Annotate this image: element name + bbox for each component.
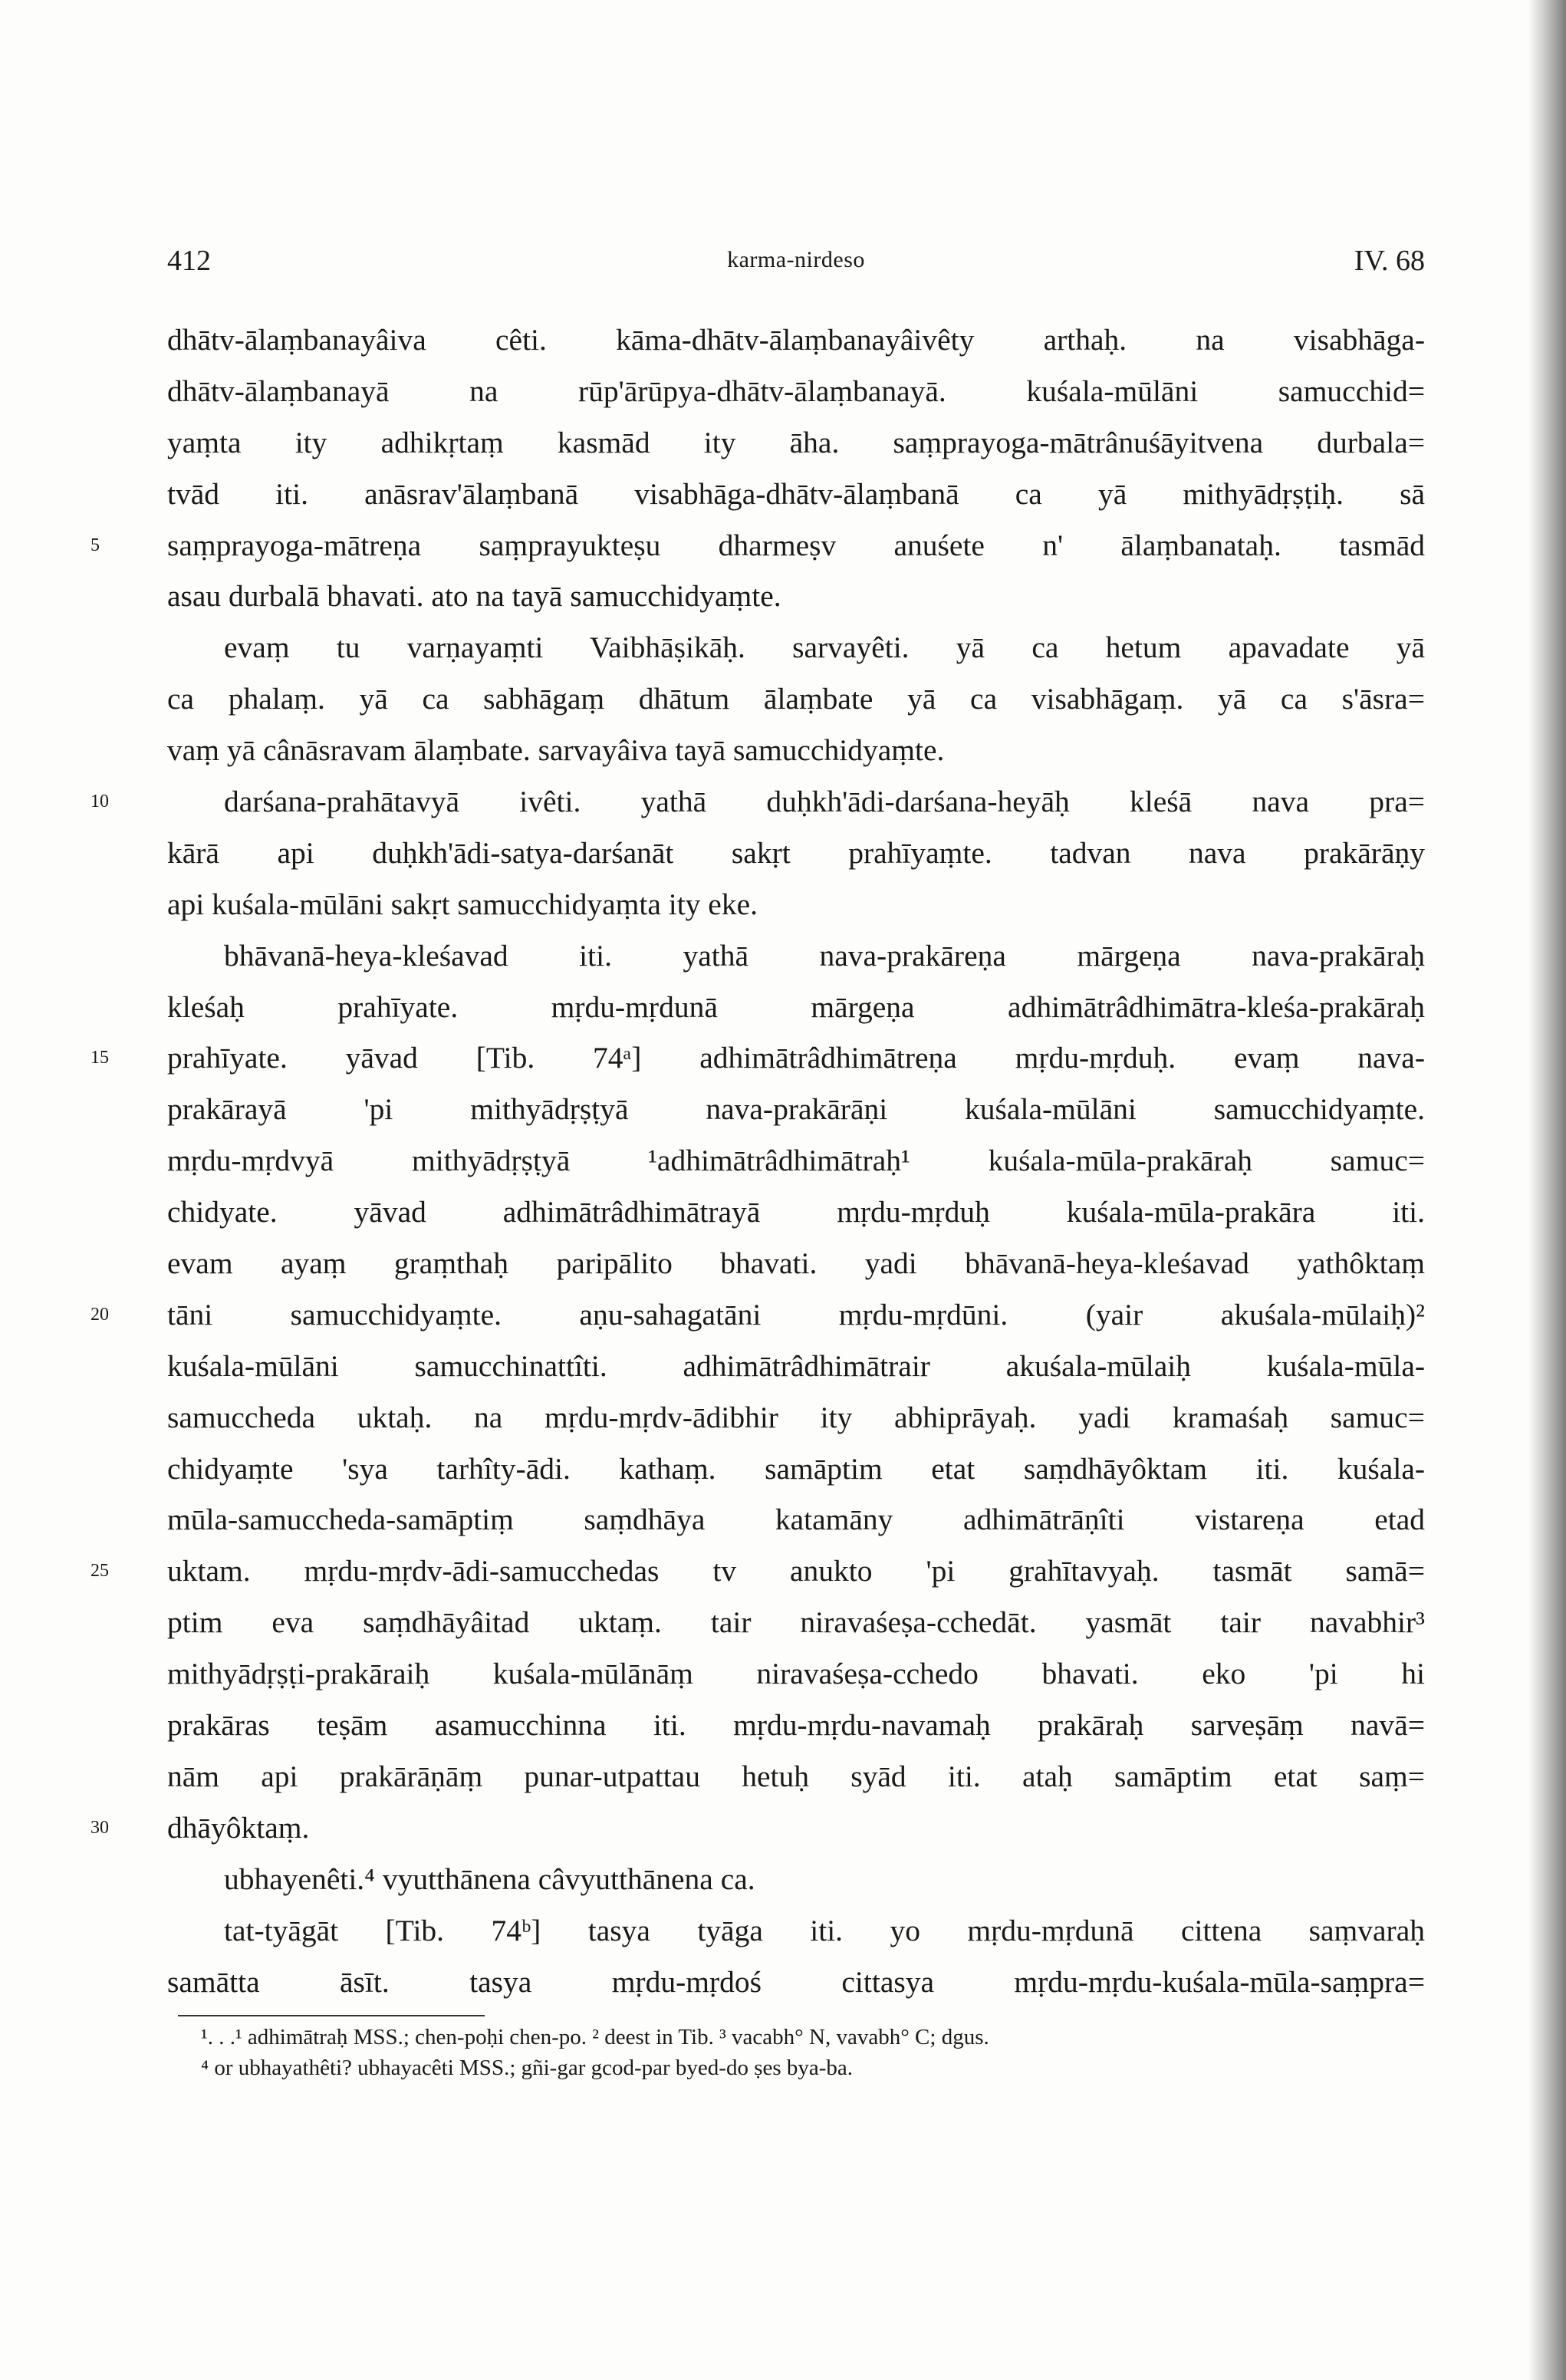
- text-line: [167, 1494, 1425, 1546]
- text-line: [167, 1341, 1425, 1392]
- text-line: [167, 1700, 1425, 1751]
- text-line: [167, 1443, 1425, 1495]
- page-number: 412: [167, 245, 211, 277]
- line-text: vaṃ yā cânāsravam ālaṃbate. sarvayâiva tayā samucchidyaṃte.: [167, 733, 945, 768]
- line-text: saṃprayoga-mātreṇa saṃprayukteṣu dharmeṣv anuśete n' ālaṃbanataḥ. tasmād: [167, 528, 1425, 562]
- line-text: mithyādṛṣṭi-prakāraiḥ kuśala-mūlānāṃ niravaśeṣa-cchedo bhavati. eko 'pi hi: [167, 1657, 1425, 1691]
- text-line: [90, 1289, 1425, 1341]
- text-line: [167, 725, 1425, 776]
- text-line: [90, 1546, 1425, 1597]
- line-text: asau durbalā bhavati. ato na tayā samucchidyaṃte.: [167, 579, 781, 614]
- scan-edge-shadow: [1528, 0, 1566, 2380]
- text-line: [167, 1597, 1425, 1648]
- line-text: samuccheda uktaḥ. na mṛdu-mṛdv-ādibhir ity abhiprāyaḥ. yadi kramaśaḥ samuc=: [167, 1400, 1425, 1434]
- line-text: bhāvanā-heya-kleśavad iti. yathā nava-prakāreṇa mārgeṇa nava-prakāraḥ: [224, 938, 1425, 973]
- section-reference: IV. 68: [1354, 245, 1425, 277]
- line-text: prahīyate. yāvad [Tib. 74ᵃ] adhimātrâdhimātreṇa mṛdu-mṛduḥ. evaṃ nava-: [167, 1041, 1425, 1075]
- text-line: [167, 1187, 1425, 1238]
- text-line: [90, 1032, 1425, 1084]
- text-line: [167, 622, 1425, 673]
- main-text: [90, 314, 1425, 2007]
- line-number: 15: [90, 1048, 109, 1068]
- text-line: [167, 930, 1425, 982]
- text-line: [167, 571, 1425, 622]
- text-line: [167, 1648, 1425, 1700]
- line-text: ptim eva saṃdhāyâitad uktaṃ. tair niravaśeṣa-cchedāt. yasmāt tair navabhir³: [167, 1605, 1425, 1640]
- text-line: [167, 1905, 1425, 1957]
- line-text: tāni samucchidyaṃte. aṇu-sahagatāni mṛdu-mṛdūni. (yair akuśala-mūlaiḥ)²: [167, 1297, 1425, 1332]
- text-line: [167, 828, 1425, 879]
- line-text: nām api prakārāṇāṃ punar-utpattau hetuḥ syād iti. ataḥ samāptim etat saṃ=: [167, 1759, 1425, 1793]
- footnote-rule: [178, 2015, 485, 2016]
- line-text: chidyate. yāvad adhimātrâdhimātrayā mṛdu-mṛduḥ kuśala-mūla-prakāra iti.: [167, 1195, 1425, 1230]
- line-text: dhātv-ālaṃbanayā na rūp'ārūpya-dhātv-ālaṃbanayā. kuśala-mūlāni samucchid=: [167, 374, 1425, 408]
- line-text: evam ayaṃ graṃthaḥ paripālito bhavati. yadi bhāvanā-heya-kleśavad yathôktaṃ: [167, 1246, 1425, 1281]
- text-line: [167, 366, 1425, 417]
- line-text: darśana-prahātavyā ivêti. yathā duḥkh'ādi-darśana-heyāḥ kleśā nava pra=: [224, 785, 1425, 819]
- text-line: [167, 673, 1425, 725]
- line-text: ubhayenêti.⁴ vyutthānena câvyutthānena ca.: [224, 1862, 755, 1896]
- line-text: kleśaḥ prahīyate. mṛdu-mṛdunā mārgeṇa adhimātrâdhimātra-kleśa-prakāraḥ: [167, 989, 1425, 1024]
- line-text: samātta āsīt. tasya mṛdu-mṛdoś cittasya mṛdu-mṛdu-kuśala-mūla-saṃpra=: [167, 1964, 1425, 1999]
- line-text: tat-tyāgāt [Tib. 74ᵇ] tasya tyāga iti. yo mṛdu-mṛdunā cittena saṃvaraḥ: [224, 1913, 1425, 1947]
- line-text: tvād iti. anāsrav'ālaṃbanā visabhāga-dhātv-ālaṃbanā ca yā mithyādṛṣṭiḥ. sā: [167, 476, 1425, 511]
- text-line: [167, 1392, 1425, 1443]
- line-number: 20: [90, 1304, 109, 1325]
- line-text: dhātv-ālaṃbanayâiva cêti. kāma-dhātv-ālaṃbanayâivêty arthaḥ. na visabhāga-: [167, 323, 1425, 357]
- line-text: uktam. mṛdu-mṛdv-ādi-samucchedas tv anukto 'pi grahītavyaḥ. tasmāt samā=: [167, 1554, 1425, 1588]
- line-text: kuśala-mūlāni samucchinattîti. adhimātrâdhimātrair akuśala-mūlaiḥ kuśala-mūla-: [167, 1348, 1425, 1383]
- line-text: ca phalaṃ. yā ca sabhāgaṃ dhātum ālaṃbate yā ca visabhāgaṃ. yā ca s'āsra=: [167, 682, 1425, 716]
- text-line: [167, 314, 1425, 366]
- footnote-line: ⁴ or ubhayathêti? ubhayacêti MSS.; gñi-gar gcod-par byed-do ṣes bya-ba.: [201, 2056, 854, 2080]
- line-text: prakārayā 'pi mithyādṛṣṭyā nava-prakārāṇi kuśala-mūlāni samucchidyaṃte.: [167, 1092, 1425, 1127]
- line-text: kārā api duḥkh'ādi-satya-darśanāt sakṛt prahīyaṃte. tadvan nava prakārāṇy: [167, 835, 1425, 870]
- text-line: [167, 469, 1425, 520]
- line-text: chidyaṃte 'sya tarhîty-ādi. kathaṃ. samāptim etat saṃdhāyôktam iti. kuśala-: [167, 1451, 1425, 1486]
- line-text: yaṃta ity adhikṛtaṃ kasmād ity āha. saṃprayoga-mātrânuśāyitvena durbala=: [167, 425, 1425, 459]
- text-line: [167, 417, 1425, 469]
- text-line: [90, 520, 1425, 571]
- text-line: [90, 1802, 1425, 1854]
- line-number: 10: [90, 792, 109, 812]
- text-line: [167, 1957, 1425, 2008]
- running-title: karma-nirdeso: [727, 247, 865, 272]
- line-text: prakāras teṣām asamucchinna iti. mṛdu-mṛdu-navamaḥ prakāraḥ sarveṣāṃ navā=: [167, 1708, 1425, 1743]
- page-header: [167, 244, 1425, 282]
- line-number: 25: [90, 1561, 109, 1582]
- line-text: dhāyôktaṃ.: [167, 1810, 310, 1845]
- text-line: [167, 1751, 1425, 1802]
- footnotes: [201, 2022, 1413, 2083]
- line-number: 5: [90, 535, 100, 555]
- text-line: [167, 879, 1425, 930]
- line-text: api kuśala-mūlāni sakṛt samucchidyaṃta ity eke.: [167, 887, 758, 921]
- text-line: [90, 776, 1425, 828]
- line-text: mṛdu-mṛdvyā mithyādṛṣṭyā ¹adhimātrâdhimātraḥ¹ kuśala-mūla-prakāraḥ samuc=: [167, 1144, 1425, 1178]
- text-line: [167, 1238, 1425, 1289]
- line-text: evaṃ tu varṇayaṃti Vaibhāṣikāḥ. sarvayêti. yā ca hetum apavadate yā: [224, 630, 1425, 665]
- text-line: [167, 1135, 1425, 1187]
- line-text: mūla-samuccheda-samāptiṃ saṃdhāya katamāny adhimātrāṇîti vistareṇa etad: [167, 1503, 1425, 1537]
- text-line: [167, 1854, 1425, 1905]
- line-number: 30: [90, 1817, 109, 1838]
- text-line: [167, 1084, 1425, 1135]
- footnote-line: ¹. . .¹ adhimātraḥ MSS.; chen-poḥi chen-po. ² deest in Tib. ³ vacabh° N, vavabh° C; dgus.: [201, 2025, 989, 2049]
- text-line: [167, 982, 1425, 1033]
